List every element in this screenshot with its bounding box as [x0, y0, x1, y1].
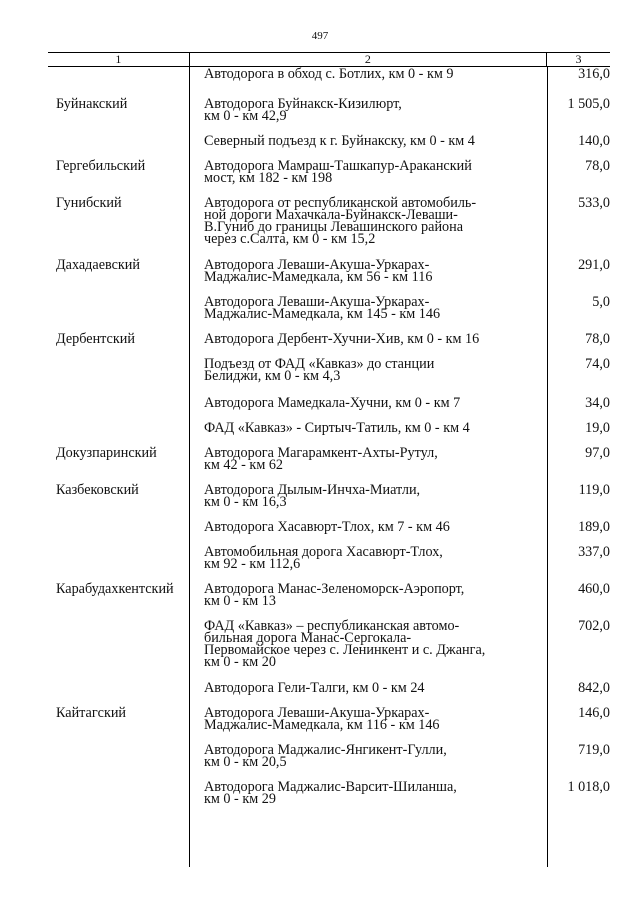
- table-row: [48, 706, 610, 731]
- table-row: [48, 483, 610, 508]
- table-row: [48, 196, 610, 245]
- table-row: [48, 134, 610, 147]
- district-cell: [48, 295, 204, 320]
- district-cell: [48, 357, 204, 382]
- value-cell: 702,0: [578, 618, 610, 634]
- road-cell: Автодорога Магарамкент-Ахты-Рутул, км 42 - км 62: [204, 445, 438, 473]
- district-cell: [48, 396, 204, 409]
- table-row: [48, 743, 610, 768]
- value-cell: 1 505,0: [567, 96, 610, 112]
- road-cell: Автодорога Маджалис-Янгикент-Гулли, км 0 - км 20,5: [204, 742, 447, 770]
- district-cell: Кайтагский: [56, 705, 127, 721]
- column-divider: [189, 67, 190, 867]
- district-cell: [48, 743, 204, 768]
- table-row: [48, 97, 610, 122]
- value-cell: 97,0: [585, 445, 610, 461]
- column-header-2: 2: [190, 53, 547, 66]
- road-cell: Автодорога от республиканской автомобиль- ной дороги Махачкала-Буйнакск-Леваши- В.Гуниб до границы Левашинского района через с.Салта, км 0 - км 15,2: [204, 195, 477, 247]
- road-cell: ФАД «Кавказ» – республиканская автомо- бильная дорога Манас-Сергокала- Первомайское через с. Ленинкент и с. Джанга, км 0 - км 20: [204, 618, 486, 670]
- road-cell: Северный подъезд к г. Буйнакску, км 0 - км 4: [204, 133, 475, 149]
- table-row: [48, 582, 610, 607]
- district-cell: Дахадаевский: [56, 257, 140, 273]
- road-cell: Автодорога Дылым-Инчха-Миатли, км 0 - км 16,3: [204, 482, 421, 510]
- district-cell: [48, 67, 204, 80]
- value-cell: 189,0: [578, 519, 610, 535]
- district-cell: [48, 421, 204, 434]
- road-cell: Автодорога Буйнакск-Кизилюрт, км 0 - км 42,9: [204, 96, 402, 124]
- table-row: [48, 357, 610, 382]
- district-cell: Гергебильский: [56, 158, 146, 174]
- table-row: [48, 159, 610, 184]
- table-header: [48, 52, 610, 67]
- table-row: [48, 258, 610, 283]
- table-row: [48, 681, 610, 694]
- value-cell: 78,0: [585, 158, 610, 174]
- value-cell: 316,0: [578, 66, 610, 82]
- district-cell: Дербентский: [56, 331, 135, 347]
- table-row: [48, 396, 610, 409]
- road-cell: Автодорога Леваши-Акуша-Уркарах- Маджалис-Мамедкала, км 56 - км 116: [204, 257, 433, 285]
- table-row: [48, 295, 610, 320]
- value-cell: 719,0: [578, 742, 610, 758]
- value-cell: 74,0: [585, 356, 610, 372]
- district-cell: Карабудахкентский: [56, 581, 174, 597]
- table-row: [48, 446, 610, 471]
- district-cell: [48, 134, 204, 147]
- page-number: 497: [311, 30, 329, 42]
- value-cell: 337,0: [578, 544, 610, 560]
- table-row: [48, 520, 610, 533]
- value-cell: 5,0: [592, 294, 610, 310]
- road-cell: Автодорога Хасавюрт-Тлох, км 7 - км 46: [204, 519, 450, 535]
- road-cell: Автодорога Мамедкала-Хучни, км 0 - км 7: [204, 395, 461, 411]
- value-cell: 146,0: [578, 705, 610, 721]
- district-cell: Казбековский: [56, 482, 139, 498]
- table-row: [48, 421, 610, 434]
- district-cell: [48, 780, 204, 805]
- value-cell: 19,0: [585, 420, 610, 436]
- table-row: [48, 780, 610, 805]
- road-cell: Подъезд от ФАД «Кавказ» до станции Белиджи, км 0 - км 4,3: [204, 356, 435, 384]
- road-cell: Автодорога Мамраш-Ташкапур-Араканский мост, км 182 - км 198: [204, 158, 472, 186]
- district-cell: [48, 619, 204, 668]
- value-cell: 78,0: [585, 331, 610, 347]
- table-row: [48, 619, 610, 668]
- district-cell: [48, 545, 204, 570]
- district-cell: [48, 520, 204, 533]
- road-cell: Автомобильная дорога Хасавюрт-Тлох, км 92 - км 112,6: [204, 544, 443, 572]
- column-header-3: 3: [575, 52, 582, 66]
- road-cell: Автодорога Леваши-Акуша-Уркарах- Маджалис-Мамедкала, км 145 - км 146: [204, 294, 441, 322]
- value-cell: 1 018,0: [567, 779, 610, 795]
- district-cell: Буйнакский: [56, 96, 128, 112]
- table-row: [48, 545, 610, 570]
- table-row: [48, 332, 610, 345]
- value-cell: 842,0: [578, 680, 610, 696]
- roads-table: [48, 52, 610, 867]
- column-divider: [547, 67, 548, 867]
- road-cell: ФАД «Кавказ» - Сиртыч-Татиль, км 0 - км 4: [204, 420, 470, 436]
- value-cell: 460,0: [578, 581, 610, 597]
- road-cell: Автодорога Дербент-Хучни-Хив, км 0 - км 16: [204, 331, 480, 347]
- district-cell: Докузпаринский: [56, 445, 157, 461]
- value-cell: 533,0: [578, 195, 610, 211]
- value-cell: 291,0: [578, 257, 610, 273]
- road-cell: Автодорога Леваши-Акуша-Уркарах- Маджалис-Мамедкала, км 116 - км 146: [204, 705, 440, 733]
- road-cell: Автодорога Маджалис-Варсит-Шиланша, км 0 - км 29: [204, 779, 457, 807]
- road-cell: Автодорога Манас-Зеленоморск-Аэропорт, км 0 - км 13: [204, 581, 465, 609]
- value-cell: 119,0: [578, 482, 610, 498]
- road-cell: Автодорога Гели-Талги, км 0 - км 24: [204, 680, 425, 696]
- value-cell: 140,0: [578, 133, 610, 149]
- table-body: [48, 67, 610, 867]
- column-header-1: 1: [48, 53, 190, 66]
- value-cell: 34,0: [585, 395, 610, 411]
- road-cell: Автодорога в обход с. Ботлих, км 0 - км 9: [204, 66, 454, 82]
- district-cell: [48, 681, 204, 694]
- district-cell: Гунибский: [56, 195, 122, 211]
- table-row: [48, 67, 610, 80]
